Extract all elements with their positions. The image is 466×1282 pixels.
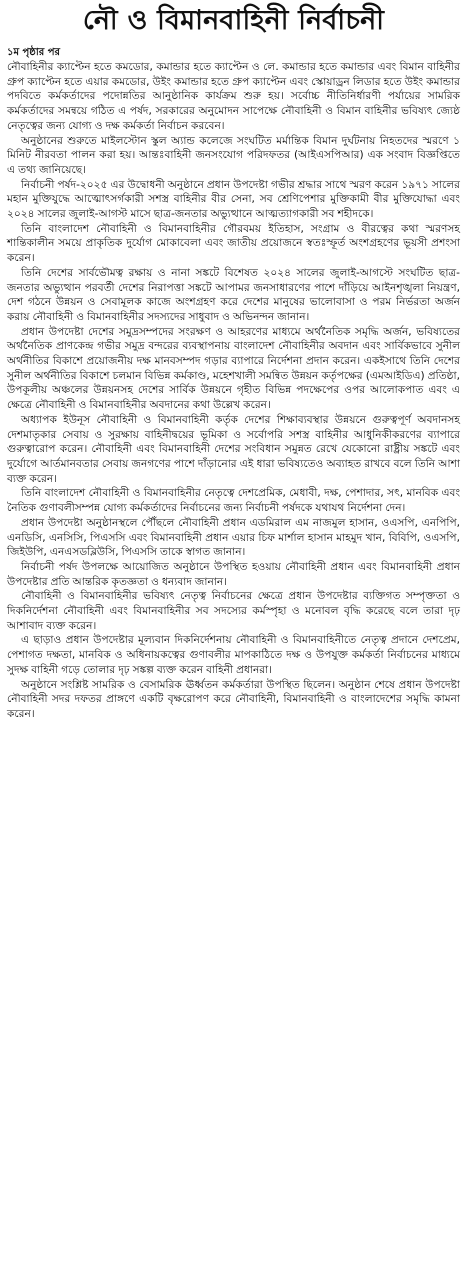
article-headline: নৌ ও বিমানবাহিনী নির্বাচনী — [82, 5, 385, 36]
article-paragraph: নির্বাচনী পর্ষদ-২০২৫ এর উদ্বোধনী অনুষ্ঠানে প্রধান উপদেষ্টা গভীর শ্রদ্ধার সাথে স্মরণ করেন ১৯৭১ সালের মহান মুক্তিযুদ্ধে আত্মোৎসর্গকারী সশস্ত্র বাহিনীর বীর সেনা, সব শ্রেণিপেশার মুক্তিকামী বীর মুক্তিযোদ্ধা এবং ২০২৪ সালের জুলাই-আগস্ট মাসে ছাত্র-জনতার অভ্যুত্থানে আত্মত্যাগকারী সব শহীদকে। — [7, 178, 460, 221]
article-paragraph: তিনি দেশের সার্বভৌমত্ব রক্ষায় ও নানা সঙ্কটে বিশেষত ২০২৪ সালের জুলাই-আগস্টে সংঘটিত ছাত্র-জনতার অভ্যুত্থান পরবর্তী দেশের নিরাপত্তা সঙ্কটে আপামর জনসাধারণের পাশে দাঁড়িয়ে আইনশৃঙ্খলা নিয়ন্ত্রণ, দেশ গঠনে উন্নয়ন ও সেবামূলক কাজে অংশগ্রহণ করে দেশের মানুষের ভালোবাসা ও পরম নির্ভরতা অর্জন করায় নৌবাহিনী ও বিমানবাহিনীর সদস্যদের সাধুবাদ ও অভিনন্দন জানান। — [7, 266, 460, 323]
article-paragraph: নৌবাহিনী ও বিমানবাহিনীর ভবিষ্যৎ নেতৃত্ব নির্বাচনের ক্ষেত্রে প্রধান উপদেষ্টার ব্যক্তিগত সম্পৃক্ততা ও দিকনির্দেশনা নৌবাহিনী এবং বিমানবাহিনীর সব সদস্যের কর্মস্পৃহা ও মনোবল বৃদ্ধি করেছে বলে তারা দৃঢ় আশাবাদ ব্যক্ত করেন। — [7, 590, 460, 632]
article-paragraph: তিনি বাংলাদেশ নৌবাহিনী ও বিমানবাহিনীর নেতৃত্বে দেশপ্রেমিক, মেধাবী, দক্ষ, পেশাদার, সৎ, মানবিক এবং নৈতিক গুণাবলীসম্পন্ন যোগ্য কর্মকর্তাদের নির্বাচনের জন্য নির্বাচনী পর্ষদকে যথাযথ নির্দেশনা দেন। — [7, 487, 460, 515]
article-paragraph: এ ছাড়াও প্রধান উপদেষ্টার মূল্যবান দিকনির্দেশনায় নৌবাহিনী ও বিমানবাহিনীতে নেতৃত্ব প্রদানে দেশপ্রেম, পেশাগত দক্ষতা, মানবিক ও অধিনায়কত্বের গুণাবলীর মাপকাঠিতে দক্ষ ও উপযুক্ত কর্মকর্তা নির্বাচনের মাধ্যমে সুদক্ষ বাহিনী গড়ে তোলার দৃঢ় সঙ্কল্প ব্যক্ত করেন বাহিনী প্রধানরা। — [7, 634, 460, 676]
article-body — [7, 60, 460, 722]
article-paragraph: তিনি বাংলাদেশ নৌবাহিনী ও বিমানবাহিনীর গৌরবময় ইতিহাস, সংগ্রাম ও বীরত্বের কথা স্মরণসহ শান্তিকালীন সময়ে প্রাকৃতিক দুর্যোগ মোকাবেলা এবং জাতীয় প্রয়োজনে স্বতঃস্ফূর্ত অংশগ্রহণের ভূয়সী প্রশংসা করেন। — [7, 222, 460, 265]
article-paragraph: অনুষ্ঠানের শুরুতে মাইলস্টোন স্কুল অ্যান্ড কলেজে সংঘটিত মর্মান্তিক বিমান দুর্ঘটনায় নিহতদের স্মরণে ১ মিনিট নীরবতা পালন করা হয়। আন্তঃবাহিনী জনসংযোগ পরিদফতর (আইএসপিআর) এক সংবাদ বিজ্ঞপ্তিতে এ তথ্য জানিয়েছে। — [7, 134, 460, 176]
article-paragraph: প্রধান উপদেষ্টা অনুষ্ঠানস্থলে পৌঁছলে নৌবাহিনী প্রধান এডমিরাল এম নাজমুল হাসান, ওএসপি, এনপিপি, এনডিসি, এনসিসি, পিএসসি এবং বিমানবাহিনী প্রধান এয়ার চিফ মার্শাল হাসান মাহমুদ খান, বিবিপি, ওএসপি, জিইউপি, এনএসডব্লিউসি, পিএসসি তাকে স্বাগত জানান। — [7, 516, 460, 559]
continuation-marker: ১ম পৃষ্ঠার পর — [7, 47, 60, 58]
article-paragraph: নৌবাহিনীর ক্যাপ্টেন হতে কমডোর, কমান্ডার হতে ক্যাপ্টেন ও লে. কমান্ডার হতে কমান্ডার এবং বিমান বাহিনীর গ্রুপ ক্যাপ্টেন হতে এয়ার কমডোর, উইং কমান্ডার হতে গ্রুপ ক্যাপ্টেন এবং স্কোয়াড্রন লিডার হতে উইং কমান্ডার পদবিতে কর্মকর্তাদের পদোন্নতির আনুষ্ঠানিক কার্যক্রম শুরু হয়। সর্বোচ্চ নীতিনির্ধারণী পর্যায়ের সামরিক কর্মকর্তাদের সমন্বয়ে গঠিত এ পর্ষদ, সরকারের অনুমোদন সাপেক্ষে নৌবাহিনী ও বিমান বাহিনীর ভবিষ্যৎ জ্যেষ্ঠ নেতৃত্বের জন্য যোগ্য ও দক্ষ কর্মকর্তা নির্বাচন করবেন। — [7, 61, 460, 132]
article-paragraph: নির্বাচনী পর্ষদ উপলক্ষে আয়োজিত অনুষ্ঠানে উপস্থিত হওয়ায় নৌবাহিনী প্রধান এবং বিমানবাহিনী প্রধান উপদেষ্টার প্রতি আন্তরিক কৃতজ্ঞতা ও ধন্যবাদ জানান। — [7, 560, 460, 588]
article-paragraph: প্রধান উপদেষ্টা দেশের সমুদ্রসম্পদের সংরক্ষণ ও আহরণের মাধ্যমে অর্থনৈতিক সমৃদ্ধি অর্জন, ভবিষ্যতের অর্থনৈতিক প্রাণকেন্দ্র গভীর সমুদ্র বন্দরের ব্যবস্থাপনায় বাংলাদেশ নৌবাহিনীর অবদান এবং সার্বিকভাবে সুনীল অর্থনীতির বিকাশে প্রয়োজনীয় দক্ষ মানবসম্পদ গড়ার ব্যাপারে নির্দেশনা প্রদান করেন। একইসাথে তিনি দেশের সুনীল অর্থনীতির বিকাশে চলমান বিভিন্ন কর্মকাণ্ড, মহেশখালী সমন্বিত উন্নয়ন কর্তৃপক্ষের (এমআইডিএ) প্রতিষ্ঠা, উপকূলীয় অঞ্চলের উন্নয়নসহ দেশের সার্বিক উন্নয়নে গৃহীত বিভিন্ন পদক্ষেপের ওপর আলোকপাত এবং এ ক্ষেত্রে নৌবাহিনী ও বিমানবাহিনীর অবদানের কথা উল্লেখ করেন। — [7, 325, 460, 412]
article-paragraph: অনুষ্ঠানে সংশ্লিষ্ট সামরিক ও বেসামরিক ঊর্ধ্বতন কর্মকর্তারা উপস্থিত ছিলেন। অনুষ্ঠান শেষে প্রধান উপদেষ্টা নৌবাহিনী সদর দফতর প্রাঙ্গণে একটি বৃক্ষরোপণ করে নৌবাহিনী, বিমানবাহিনী ও বাংলাদেশের সমৃদ্ধি কামনা করেন। — [7, 678, 460, 720]
article-paragraph: অধ্যাপক ইউনূস নৌবাহিনী ও বিমানবাহিনী কর্তৃক দেশের শিক্ষাব্যবস্থার উন্নয়নে গুরুত্বপূর্ণ অবদানসহ দেশমাতৃকার সেবায় ও সুরক্ষায় বাহিনীদ্বয়ের ভূমিকা ও সর্বোপরি সশস্ত্র বাহিনীর আধুনিকীকরণের ব্যাপারে গুরুত্বারোপ করেন। নৌবাহিনী এবং বিমানবাহিনী দেশের সংবিধান সমুন্নত রেখে যেকোনো রাষ্ট্রীয় সঙ্কটে এবং দুর্যোগে আর্তমানবতার সেবায় জনগণের পাশে দাঁড়ানোর এই ধারা ভবিষ্যতেও অব্যাহত রাখবে বলে তিনি আশা ব্যক্ত করেন। — [7, 413, 460, 485]
